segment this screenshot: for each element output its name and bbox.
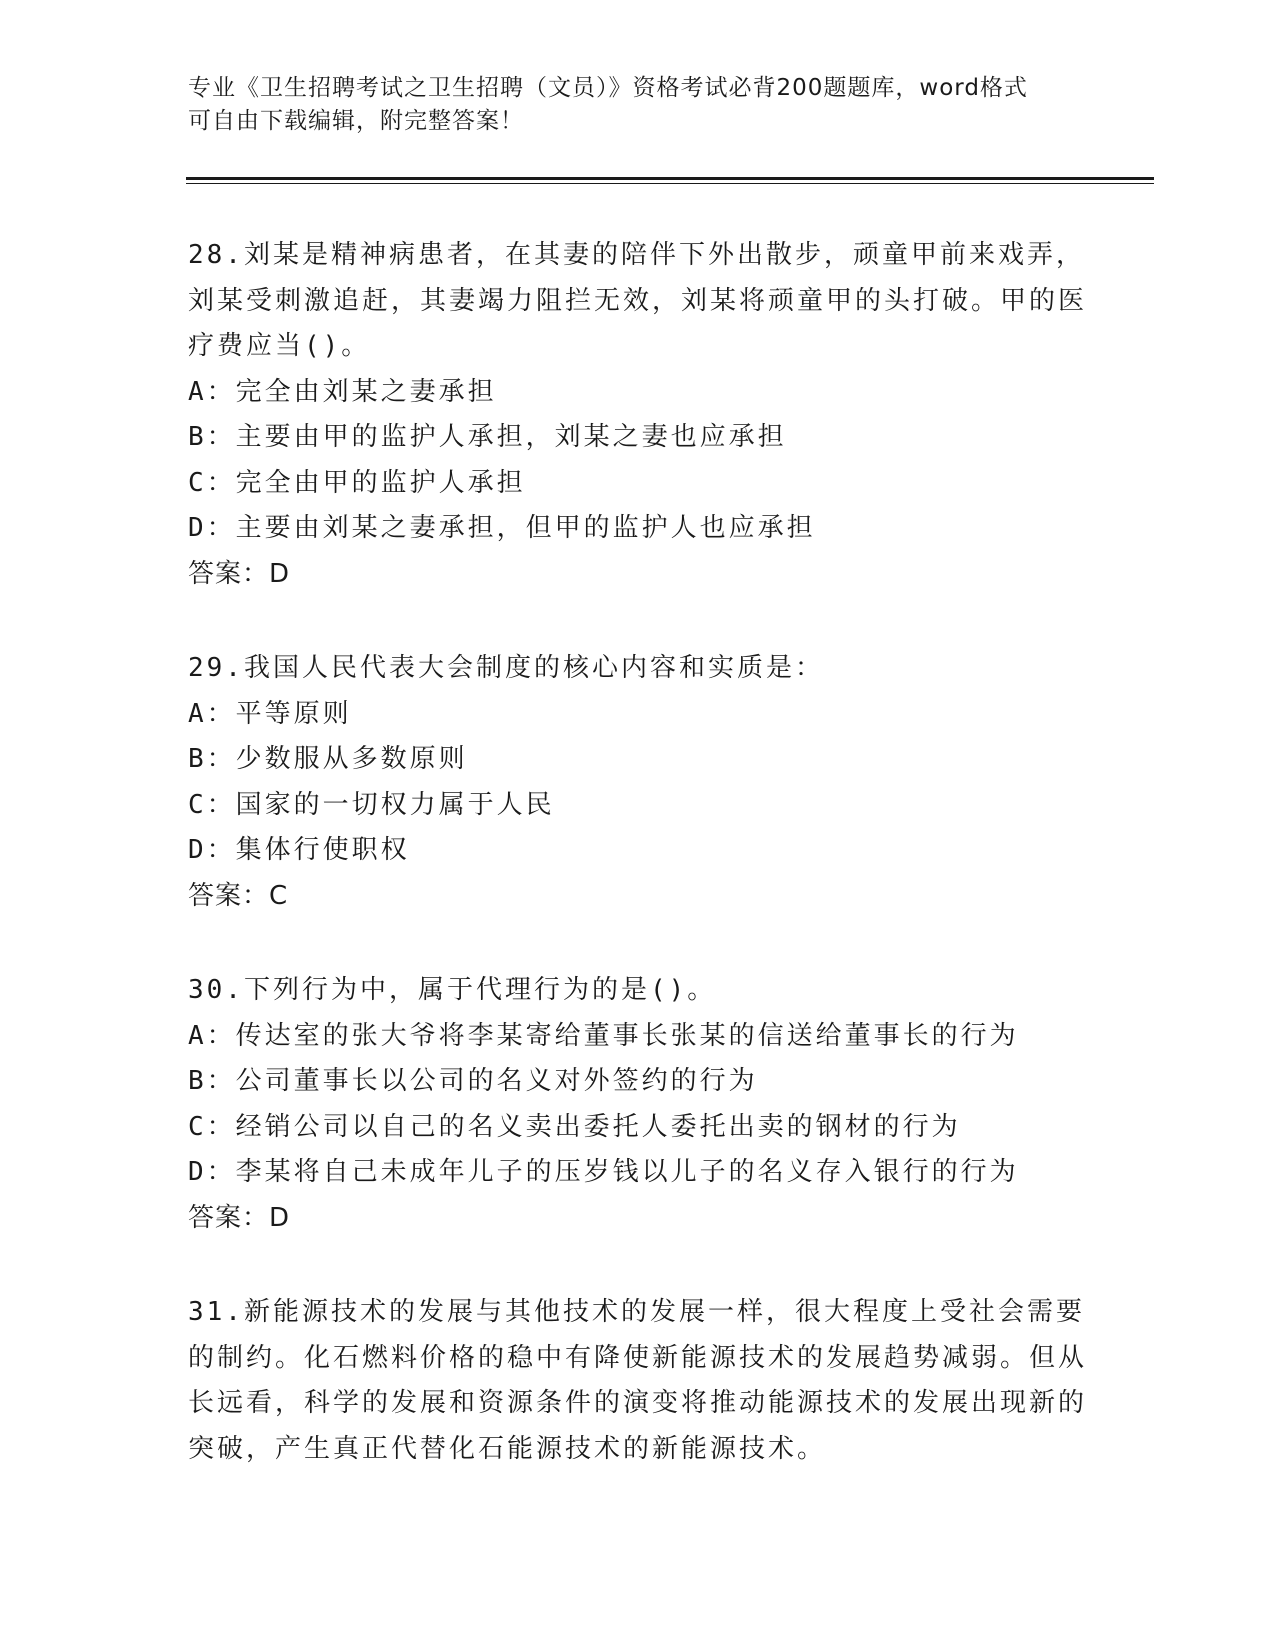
option-c: C：经销公司以自己的名义卖出委托人委托出卖的钢材的行为: [188, 1111, 961, 1142]
document-header: [188, 72, 1068, 138]
question-29: [188, 646, 1088, 919]
question-list: [188, 233, 1088, 1521]
option-b: B：公司董事长以公司的名义对外签约的行为: [188, 1066, 758, 1096]
question-30: [188, 968, 1088, 1241]
question-stem: 30.下列行为中，属于代理行为的是()。: [188, 975, 717, 1005]
question-stem: 28.刘某是精神病患者，在其妻的陪伴下外出散步，顽童甲前来戏弄，刘某受刺激追赶，其妻竭力阻拦无效，刘某将顽童甲的头打破。甲的医疗费应当()。: [188, 240, 1088, 361]
question-stem: 29.我国人民代表大会制度的核心内容和实质是：: [188, 653, 824, 683]
header-title-line-2: 可自由下载编辑，附完整答案！: [188, 108, 524, 134]
option-a: A：传达室的张大爷将李某寄给董事长张某的信送给董事长的行为: [188, 1020, 1019, 1051]
option-d: D：集体行使职权: [188, 835, 410, 865]
question-stem: 31.新能源技术的发展与其他技术的发展一样，很大程度上受社会需要的制约。化石燃料价格的稳中有降使新能源技术的发展趋势减弱。但从长远看，科学的发展和资源条件的演变将推动能源技术的发展出现新的突破，产生真正代替化石能源技术的新能源技术。: [188, 1297, 1088, 1464]
header-title-line-1: 专业《卫生招聘考试之卫生招聘（文员）》资格考试必背200题题库，word格式: [188, 75, 1028, 101]
option-c: C：国家的一切权力属于人民: [188, 789, 555, 820]
question-31: [188, 1290, 1088, 1472]
option-b: B：主要由甲的监护人承担，刘某之妻也应承担: [188, 422, 787, 452]
option-d: D：主要由刘某之妻承担，但甲的监护人也应承担: [188, 513, 816, 543]
header-divider-thick: [186, 177, 1154, 180]
option-a: A：平等原则: [188, 698, 352, 729]
option-c: C：完全由甲的监护人承担: [188, 467, 526, 498]
answer-line: 答案：D: [188, 558, 291, 589]
option-d: D：李某将自己未成年儿子的压岁钱以儿子的名义存入银行的行为: [188, 1157, 1019, 1187]
option-b: B：少数服从多数原则: [188, 744, 468, 774]
answer-line: 答案：C: [188, 880, 289, 911]
answer-line: 答案：D: [188, 1202, 291, 1233]
header-divider-thin: [186, 183, 1154, 184]
option-a: A：完全由刘某之妻承担: [188, 376, 497, 407]
question-28: [188, 233, 1088, 597]
